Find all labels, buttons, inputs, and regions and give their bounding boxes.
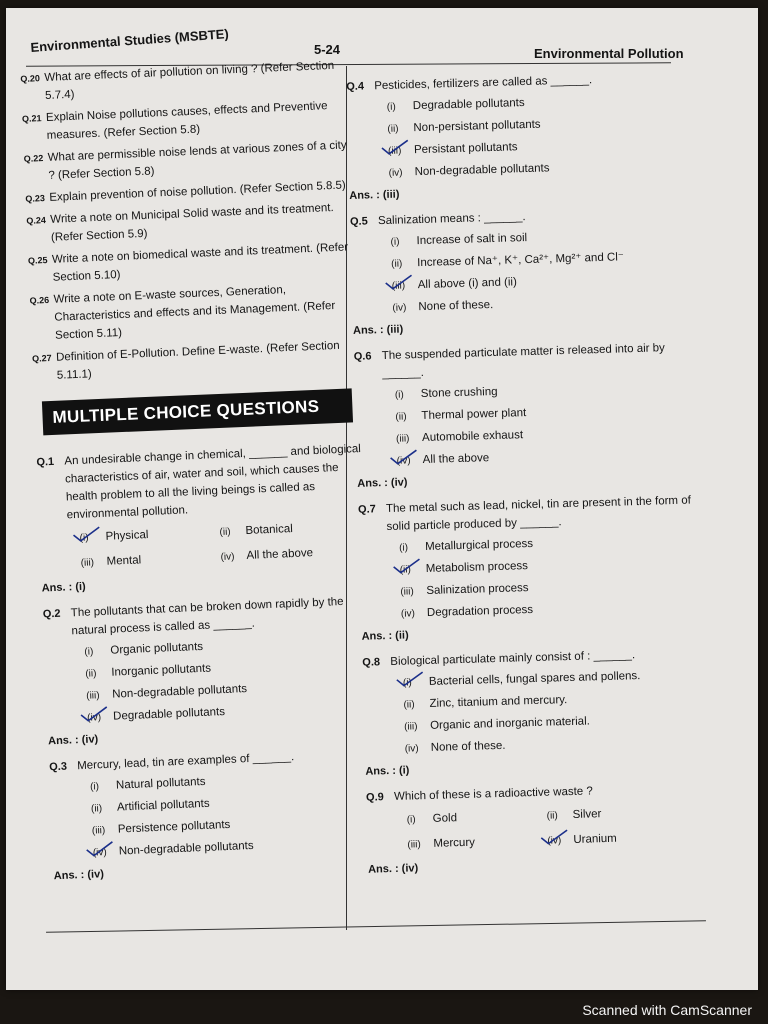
review-question-text: Explain prevention of noise pollution. (Refer Section 5.8.5) (49, 179, 346, 204)
handwritten-tick-icon (79, 706, 110, 723)
answer-label: Ans. : (349, 189, 381, 202)
review-question-number: Q.20 (20, 73, 41, 84)
mcq-option-text: Stone crushing (420, 385, 498, 401)
mcq-options (366, 799, 707, 858)
mcq-option-text: Botanical (245, 522, 294, 537)
mcq-option-number: (iii) (407, 839, 421, 851)
review-question-text: Explain Noise pollutions causes, effects and Preventive measures. (Refer Section 5.8) (45, 100, 328, 142)
review-question-number: Q.21 (21, 113, 42, 124)
answer-label: Ans. : (41, 581, 73, 595)
mcq-item (362, 644, 705, 780)
handwritten-tick-icon (84, 841, 115, 858)
mcq-question-text: The metal such as lead, nickel, tin are present in the form of solid particle produced by ______. (385, 494, 692, 534)
mcq-question-number: Q.7 (357, 503, 376, 516)
mcq-option-number: (iv) (547, 835, 562, 847)
mcq-option-number: (i) (390, 236, 400, 248)
mcq-option (547, 827, 697, 850)
review-question-text: Definition of E-Pollution. Define E-waste. (Refer Section 5.11.1) (55, 339, 340, 382)
mcq-option-number: (iii) (400, 586, 414, 598)
mcq-option-text: Salinization process (426, 582, 529, 597)
mcq-option (79, 523, 220, 548)
mcq-option-number: (iii) (86, 690, 100, 702)
mcq-list-right (346, 69, 708, 879)
mcq-question-text: Mercury, lead, tin are examples of ______. (76, 751, 295, 773)
answer-value: (i) (75, 580, 86, 594)
handwritten-tick-icon (384, 274, 414, 291)
mcq-option-text: Degradation process (426, 603, 534, 619)
handwritten-tick-icon (391, 558, 421, 575)
answer-value: (iv) (401, 862, 419, 875)
mcq-option-text: Inorganic pollutants (111, 662, 212, 679)
review-question-text: What are effects of air pollution on living ? (Refer Section 5.7.4) (44, 59, 335, 102)
mcq-option-text: All above (i) and (ii) (417, 276, 518, 292)
mcq-option-number: (i) (79, 532, 89, 544)
mcq-option-number: (iv) (400, 608, 416, 620)
mcq-option-number: (iv) (404, 743, 419, 755)
mcq-option-text: Non-degradable pollutants (111, 683, 248, 701)
mcq-option-text: Increase of Na⁺, K⁺, Ca²⁺, Mg²⁺ and Cl⁻ (417, 251, 625, 270)
mcq-option-number: (iii) (391, 280, 406, 292)
mcq-option-text: Mental (106, 554, 142, 568)
mcq-option-number: (iii) (387, 145, 402, 157)
mcq-question-text: Pesticides, fertilizers are called as ______. (374, 74, 593, 93)
answer-value: (iv) (81, 733, 99, 746)
mcq-option-text: None of these. (418, 298, 494, 314)
mcq-option-number: (ii) (546, 810, 558, 822)
handwritten-tick-icon (71, 526, 102, 543)
mcq-options (355, 377, 697, 471)
mcq-options (44, 631, 372, 730)
mcq-option-number: (i) (84, 646, 94, 658)
mcq-option-number: (iii) (91, 825, 106, 837)
mcq-question-number: Q.5 (349, 215, 368, 228)
mcq-option-number: (i) (406, 814, 416, 826)
mcq-option-number: (iv) (392, 302, 407, 314)
mcq-item (42, 592, 373, 750)
mcq-options (50, 766, 378, 865)
mcq-option-text: None of these. (430, 739, 506, 754)
mcq-option-text: Non-degradable pollutants (414, 162, 550, 179)
mcq-question-number: Q.9 (365, 791, 384, 804)
mcq-option-number: (i) (402, 677, 412, 689)
left-column (20, 56, 379, 893)
review-question-number: Q.27 (31, 352, 52, 364)
mcq-option (406, 807, 546, 830)
mcq-option-text: Natural pollutants (115, 775, 206, 792)
mcq-option-number: (i) (394, 389, 404, 401)
mcq-option-text: Bacterial cells, fungal spares and pollens. (428, 670, 641, 688)
review-question-number: Q.26 (29, 294, 50, 306)
mcq-option-number: (iv) (92, 847, 107, 859)
mcq-option-text: All the above (246, 547, 314, 562)
mcq-question-text: Biological particulate mainly consist of : ______. (390, 649, 636, 668)
mcq-option-text: Organic pollutants (110, 640, 204, 657)
mcq-options (363, 665, 705, 759)
mcq-option (546, 802, 696, 825)
mcq-option-text: Uranium (573, 832, 617, 846)
answer-label: Ans. : (357, 476, 389, 490)
mcq-option-text: Mercury (433, 836, 476, 850)
mcq-option-number: (i) (386, 101, 396, 113)
mcq-option-number: (iii) (403, 721, 418, 733)
mcq-option-text: Degradable pollutants (112, 705, 226, 723)
handwritten-tick-icon (539, 829, 569, 846)
mcq-option-number: (iv) (86, 712, 102, 724)
handwritten-tick-icon (380, 139, 410, 156)
mcq-item (36, 440, 367, 597)
mcq-option-text: Persistence pollutants (117, 818, 231, 836)
footer-rule (46, 920, 706, 933)
mcq-item (366, 779, 708, 878)
mcq-option (80, 548, 221, 573)
handwritten-tick-icon (395, 671, 425, 688)
mcq-option-text: Silver (572, 808, 602, 821)
mcq-option (219, 517, 370, 542)
answer-label: Ans. : (365, 764, 397, 778)
mcq-option-number: (iv) (388, 167, 403, 179)
mcq-question-number: Q.8 (362, 656, 381, 669)
mcq-option-number: (ii) (403, 699, 415, 711)
review-question (29, 278, 356, 346)
mcq-question-number: Q.6 (353, 350, 372, 363)
mcq-option-text: Organic and inorganic material. (429, 715, 591, 732)
mcq-option-number: (ii) (395, 411, 407, 423)
review-question-number: Q.24 (26, 215, 47, 226)
header-book-title: Environmental Studies (MSBTE) (30, 26, 230, 55)
answer-label: Ans. : (352, 324, 384, 337)
mcq-question-number: Q.2 (42, 607, 61, 621)
mcq-question-number: Q.1 (36, 455, 55, 469)
mcq-option-number: (ii) (219, 526, 231, 539)
mcq-option-text: Metabolism process (425, 560, 529, 575)
mcq-question (36, 440, 364, 526)
mcq-item (49, 745, 379, 885)
review-question-text: Write a note on biomedical waste and its treatment. (Refer Section 5.10) (51, 241, 349, 284)
review-question-number: Q.25 (27, 255, 48, 266)
review-questions (20, 56, 358, 385)
mcq-question-text: An undesirable change in chemical, ______ and biological characteristics of air, water and soil, which causes the health problem to all the living beings is called as environmental pollution. (64, 443, 362, 522)
answer-label: Ans. : (367, 862, 399, 876)
mcq-option (407, 832, 547, 855)
mcq-option-number: (ii) (90, 803, 103, 815)
mcq-option-text: Non-persistant pollutants (413, 118, 541, 135)
mcq-option (220, 542, 371, 567)
mcq-question (358, 491, 699, 536)
mcq-question-number: Q.4 (346, 80, 365, 93)
mcq-question-number: Q.3 (48, 760, 68, 774)
mcq-option-number: (iii) (80, 557, 95, 569)
mcq-option-number: (ii) (387, 123, 399, 135)
mcq-question-text: The suspended particulate matter is released into air by ______. (381, 342, 666, 381)
review-question-text: Write a note on E-waste sources, Generation, Characteristics and effects and its Management. (Refer Section 5.11) (53, 284, 336, 342)
review-question-number: Q.22 (23, 153, 44, 164)
mcq-option-number: (i) (89, 781, 100, 793)
mcq-option-text: Thermal power plant (421, 407, 527, 423)
mcq-option-text: Non-degradable pollutants (118, 839, 254, 858)
answer-label: Ans. : (53, 869, 85, 883)
mcq-option-text: Persistant pollutants (413, 141, 518, 157)
answer-value: (ii) (395, 629, 409, 642)
mcq-options (347, 89, 689, 183)
answer-value: (iii) (382, 188, 400, 202)
mcq-option-text: Physical (105, 529, 149, 543)
mcq-question-text: Which of these is a radioactive waste ? (393, 785, 593, 803)
mcq-option-text: Artificial pollutants (116, 797, 210, 814)
mcq-question-text: Salinization means : ______. (377, 211, 526, 228)
mcq-question-text: The pollutants that can be broken down rapidly by the natural process is called as ______. (70, 595, 344, 638)
review-question-number: Q.23 (25, 193, 46, 204)
mcq-option-number: (iv) (396, 455, 411, 467)
mcq-option-text: Metallurgical process (424, 537, 534, 553)
mcq-option-text: Zinc, titanium and mercury. (429, 694, 568, 710)
answer-label: Ans. : (47, 734, 79, 748)
header-page-number: 5-24 (314, 42, 341, 57)
scanner-watermark: Scanned with CamScanner (582, 1002, 752, 1018)
mcq-item (350, 203, 693, 339)
mcq-option-text: Degradable pollutants (412, 97, 525, 113)
mcq-option-text: Increase of salt in soil (416, 232, 528, 248)
answer-value: (iv) (390, 476, 408, 489)
mcq-item (354, 338, 698, 492)
review-question-text: Write a note on Municipal Solid waste and its treatment. (Refer Section 5.9) (50, 201, 334, 244)
answer-value: (iii) (386, 323, 404, 336)
mcq-option-text: All the above (422, 452, 490, 467)
mcq-option-text: Automobile exhaust (421, 429, 524, 445)
answer-value: (iv) (87, 868, 105, 881)
handwritten-tick-icon (388, 449, 418, 466)
mcq-question (354, 338, 695, 383)
mcq-option-number: (ii) (391, 258, 403, 270)
mcq-option-number: (ii) (85, 668, 97, 680)
mcq-banner: MULTIPLE CHOICE QUESTIONS (42, 388, 353, 435)
right-column (346, 69, 708, 887)
mcq-option-number: (iii) (395, 433, 410, 445)
mcq-options (350, 224, 692, 318)
mcq-option-number: (i) (398, 542, 409, 554)
header-chapter-title: Environmental Pollution (534, 46, 684, 61)
mcq-option-number: (ii) (399, 564, 412, 576)
mcq-option-number: (iv) (220, 551, 235, 564)
answer-value: (i) (398, 764, 410, 777)
mcq-item (358, 491, 702, 645)
mcq-options (359, 530, 701, 624)
answer-label: Ans. : (361, 629, 393, 643)
mcq-option-text: Gold (432, 812, 458, 825)
mcq-list-left (36, 440, 379, 885)
review-question-text: What are permissible noise lends at various zones of a city ? (Refer Section 5.8) (47, 139, 347, 182)
mcq-item (346, 69, 689, 205)
scanned-page (6, 8, 758, 990)
